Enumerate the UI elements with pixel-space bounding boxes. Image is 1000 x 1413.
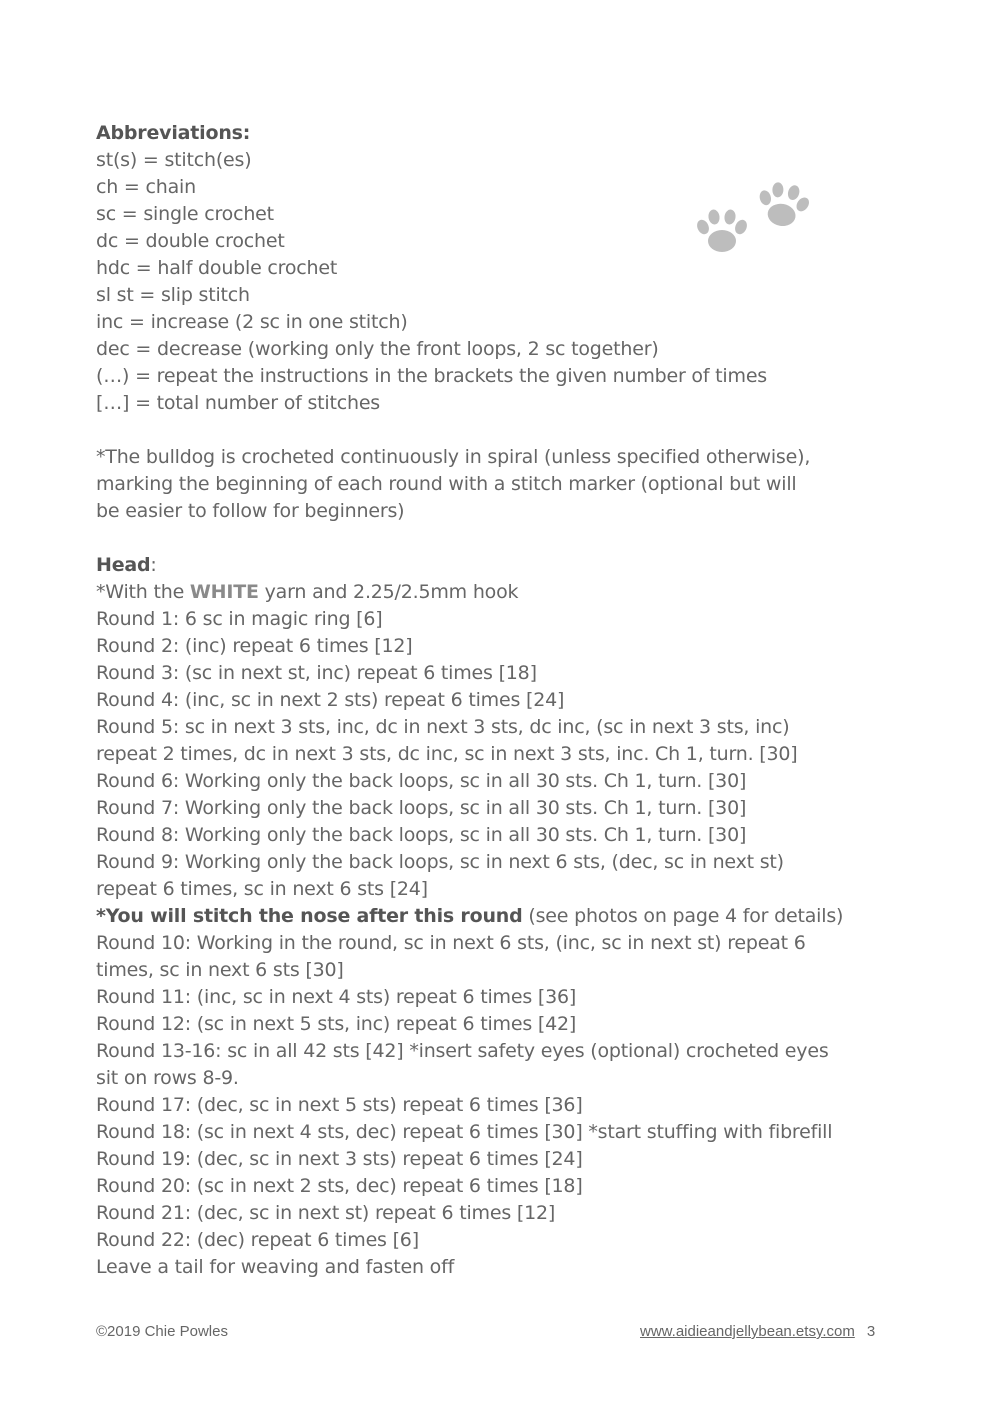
paw-print-left [695,209,749,252]
round-line: Round 11: (inc, sc in next 4 sts) repeat 6 times [36] [96,986,577,1008]
round-line: Round 13-16: sc in all 42 sts [42] *insert safety eyes (optional) crocheted eyes sit on rows 8-9. [96,1040,829,1089]
footer-website-link[interactable]: www.aidieandjellybean.etsy.com [640,1323,855,1340]
abbrev-item: dec = decrease (working only the front loops, 2 sc together) [96,338,659,360]
round-line: Round 12: (sc in next 5 sts, inc) repeat 6 times [42] [96,1013,577,1035]
abbrev-item: dc = double crochet [96,230,285,252]
round-line: Round 1: 6 sc in magic ring [6] [96,608,383,630]
abbrev-item: st(s) = stitch(es) [96,149,252,171]
nose-note-bold: *You will stitch the nose after this round [96,905,523,927]
paw-print-right [753,178,814,230]
spiral-note: *The bulldog is crocheted continuously in spiral (unless specified otherwise), marking the beginning of each round with a stitch marker (optional but will be easier to follow for beginners) [96,446,811,522]
abbrev-item: sc = single crochet [96,203,274,225]
yarn-suffix: yarn and 2.25/2.5mm hook [258,581,519,603]
head-heading [96,552,876,579]
page-number: 3 [866,1323,876,1340]
round-line: Round 18: (sc in next 4 sts, dec) repeat 6 times [30] *start stuffing with fibrefill [96,1121,833,1143]
fasten-off-line: Leave a tail for weaving and fasten off [96,1256,455,1278]
yarn-color: WHITE [189,581,259,603]
round-line: Round 21: (dec, sc in next st) repeat 6 times [12] [96,1202,556,1224]
nose-note [96,903,876,930]
footer-right [640,1323,875,1340]
pattern-content [96,120,876,1281]
round-line: Round 20: (sc in next 2 sts, dec) repeat 6 times [18] [96,1175,583,1197]
yarn-prefix: *With the [96,581,190,603]
round-line: Round 9: Working only the back loops, sc in next 6 sts, (dec, sc in next st) repeat 6 times, sc in next 6 sts [24] [96,851,784,900]
round-line: Round 22: (dec) repeat 6 times [6] [96,1229,419,1251]
round-line: Round 17: (dec, sc in next 5 sts) repeat 6 times [36] [96,1094,583,1116]
head-heading-text: Head [96,554,151,576]
head-heading-colon: : [150,554,157,576]
yarn-instruction [96,579,876,606]
round-line: Round 5: sc in next 3 sts, inc, dc in next 3 sts, dc inc, (sc in next 3 sts, inc) repeat 2 times, dc in next 3 sts, dc inc, sc in next 3 sts, inc. Ch 1, turn. [30] [96,716,798,765]
abbrev-item: sl st = slip stitch [96,284,250,306]
round-line: Round 8: Working only the back loops, sc in all 30 sts. Ch 1, turn. [30] [96,824,747,846]
abbrev-item: ch = chain [96,176,196,198]
abbrev-item: […] = total number of stitches [96,392,381,414]
round-line: Round 7: Working only the back loops, sc in all 30 sts. Ch 1, turn. [30] [96,797,747,819]
paw-prints-icon [690,175,815,260]
round-line: Round 3: (sc in next st, inc) repeat 6 times [18] [96,662,537,684]
abbrev-item: inc = increase (2 sc in one stitch) [96,311,408,333]
abbrev-item: (…) = repeat the instructions in the brackets the given number of times [96,365,768,387]
footer-copyright: ©2019 Chie Powles [96,1323,228,1340]
round-line: Round 19: (dec, sc in next 3 sts) repeat 6 times [24] [96,1148,583,1170]
abbreviations-heading: Abbreviations: [96,122,251,144]
round-line: Round 6: Working only the back loops, sc in all 30 sts. Ch 1, turn. [30] [96,770,747,792]
round-line: Round 10: Working in the round, sc in next 6 sts, (inc, sc in next st) repeat 6 times, sc in next 6 sts [30] [96,932,806,981]
nose-note-rest: (see photos on page 4 for details) [522,905,844,927]
round-line: Round 4: (inc, sc in next 2 sts) repeat 6 times [24] [96,689,565,711]
abbrev-item: hdc = half double crochet [96,257,338,279]
round-line: Round 2: (inc) repeat 6 times [12] [96,635,413,657]
